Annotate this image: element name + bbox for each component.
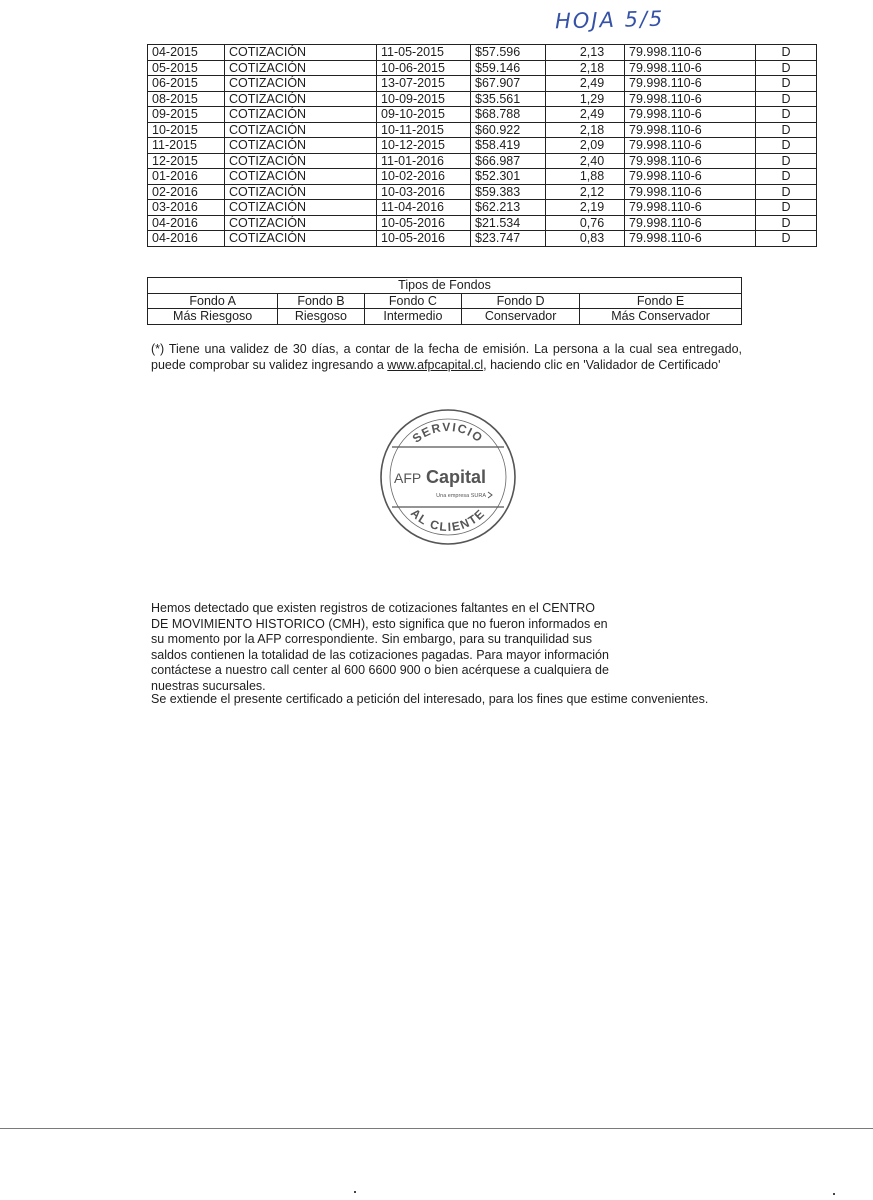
missing-records-paragraph: Hemos detectado que existen registros de cotizaciones faltantes en el CENTRO DE MOVIMIENTO HISTORICO (CMH), esto significa que no fueron informados en su momento por la AFP correspondiente. Sin embargo, para su tranquilidad sus saldos contienen la totalidad de las cotizaciones pagadas. Para mayor información contáctese a nuestro call center al 600 6600 900 o bien acérquese a cualquiera de nuestras sucursales. (151, 601, 609, 693)
afp-website-link[interactable]: www.afpcapital.cl (387, 358, 484, 372)
date-cell: 10-11-2015 (377, 122, 471, 138)
employer-rut-cell: 79.998.110-6 (625, 91, 756, 107)
type-cell: COTIZACIÓN (225, 169, 377, 185)
uf-cell: 2,13 (546, 45, 625, 61)
type-cell: COTIZACIÓN (225, 122, 377, 138)
employer-rut-cell: 79.998.110-6 (625, 169, 756, 185)
contribution-row (148, 107, 817, 123)
fund-risk-row (148, 309, 742, 325)
uf-cell: 2,49 (546, 76, 625, 92)
uf-cell: 2,40 (546, 153, 625, 169)
period-cell: 03-2016 (148, 200, 225, 216)
date-cell: 11-04-2016 (377, 200, 471, 216)
employer-rut-cell: 79.998.110-6 (625, 153, 756, 169)
fund-risk: Más Conservador (580, 309, 742, 325)
code-cell: D (756, 122, 817, 138)
period-cell: 04-2015 (148, 45, 225, 61)
type-cell: COTIZACIÓN (225, 138, 377, 154)
code-cell: D (756, 60, 817, 76)
amount-cell: $58.419 (471, 138, 546, 154)
date-cell: 10-05-2016 (377, 215, 471, 231)
amount-cell: $23.747 (471, 231, 546, 247)
employer-rut-cell: 79.998.110-6 (625, 200, 756, 216)
uf-cell: 1,88 (546, 169, 625, 185)
date-cell: 10-03-2016 (377, 184, 471, 200)
fund-name: Fondo D (462, 293, 580, 309)
code-cell: D (756, 76, 817, 92)
stamp-brand-name: Capital (426, 467, 487, 487)
employer-rut-cell: 79.998.110-6 (625, 45, 756, 61)
type-cell: COTIZACIÓN (225, 184, 377, 200)
code-cell: D (756, 153, 817, 169)
handwritten-page-number: HOJA 5/5 (554, 6, 665, 34)
validity-note (151, 341, 742, 373)
period-cell: 10-2015 (148, 122, 225, 138)
date-cell: 09-10-2015 (377, 107, 471, 123)
fund-names-row (148, 293, 742, 309)
sura-chevron-icon (488, 492, 492, 498)
stamp-top-text: SERVICIO (409, 419, 487, 446)
uf-cell: 2,19 (546, 200, 625, 216)
amount-cell: $57.596 (471, 45, 546, 61)
fund-risk: Conservador (462, 309, 580, 325)
date-cell: 11-05-2015 (377, 45, 471, 61)
fund-name: Fondo E (580, 293, 742, 309)
uf-cell: 2,18 (546, 122, 625, 138)
period-cell: 04-2016 (148, 215, 225, 231)
amount-cell: $60.922 (471, 122, 546, 138)
contribution-row (148, 231, 817, 247)
fund-risk: Riesgoso (278, 309, 364, 325)
fund-risk: Más Riesgoso (148, 309, 278, 325)
date-cell: 10-09-2015 (377, 91, 471, 107)
period-cell: 08-2015 (148, 91, 225, 107)
code-cell: D (756, 107, 817, 123)
type-cell: COTIZACIÓN (225, 215, 377, 231)
employer-rut-cell: 79.998.110-6 (625, 215, 756, 231)
date-cell: 11-01-2016 (377, 153, 471, 169)
stamp-bottom-text: AL CLIENTE (407, 505, 489, 535)
fund-name: Fondo B (278, 293, 364, 309)
type-cell: COTIZACIÓN (225, 153, 377, 169)
date-cell: 10-05-2016 (377, 231, 471, 247)
afp-capital-stamp (378, 407, 518, 547)
uf-cell: 2,18 (546, 60, 625, 76)
amount-cell: $59.383 (471, 184, 546, 200)
amount-cell: $67.907 (471, 76, 546, 92)
contribution-row (148, 122, 817, 138)
code-cell: D (756, 215, 817, 231)
date-cell: 10-02-2016 (377, 169, 471, 185)
uf-cell: 1,29 (546, 91, 625, 107)
scan-speck (833, 1193, 835, 1195)
employer-rut-cell: 79.998.110-6 (625, 76, 756, 92)
code-cell: D (756, 231, 817, 247)
type-cell: COTIZACIÓN (225, 231, 377, 247)
employer-rut-cell: 79.998.110-6 (625, 60, 756, 76)
validity-note-text: (*) Tiene una validez de 30 días, a contar de la fecha de emisión. La persona a la cual sea entregado, puede comprobar su validez ingresando a (151, 342, 742, 372)
period-cell: 05-2015 (148, 60, 225, 76)
scan-speck (354, 1191, 356, 1193)
uf-cell: 0,76 (546, 215, 625, 231)
contribution-row (148, 153, 817, 169)
code-cell: D (756, 200, 817, 216)
code-cell: D (756, 184, 817, 200)
closing-paragraph: Se extiende el presente certificado a petición del interesado, para los fines que estime convenientes. (151, 692, 709, 706)
contribution-row (148, 200, 817, 216)
stamp-tagline: Una empresa SURA (436, 493, 486, 499)
contribution-row (148, 138, 817, 154)
amount-cell: $21.534 (471, 215, 546, 231)
code-cell: D (756, 169, 817, 185)
fund-risk: Intermedio (364, 309, 462, 325)
amount-cell: $62.213 (471, 200, 546, 216)
type-cell: COTIZACIÓN (225, 91, 377, 107)
period-cell: 11-2015 (148, 138, 225, 154)
amount-cell: $59.146 (471, 60, 546, 76)
type-cell: COTIZACIÓN (225, 60, 377, 76)
amount-cell: $68.788 (471, 107, 546, 123)
page-bottom-edge (0, 1128, 873, 1129)
date-cell: 13-07-2015 (377, 76, 471, 92)
uf-cell: 2,49 (546, 107, 625, 123)
contribution-row (148, 45, 817, 61)
contribution-row (148, 184, 817, 200)
uf-cell: 2,12 (546, 184, 625, 200)
contribution-row (148, 60, 817, 76)
date-cell: 10-06-2015 (377, 60, 471, 76)
period-cell: 09-2015 (148, 107, 225, 123)
type-cell: COTIZACIÓN (225, 45, 377, 61)
type-cell: COTIZACIÓN (225, 107, 377, 123)
employer-rut-cell: 79.998.110-6 (625, 122, 756, 138)
fund-name: Fondo C (364, 293, 462, 309)
contributions-table (147, 44, 817, 247)
date-cell: 10-12-2015 (377, 138, 471, 154)
contribution-row (148, 215, 817, 231)
code-cell: D (756, 45, 817, 61)
amount-cell: $52.301 (471, 169, 546, 185)
employer-rut-cell: 79.998.110-6 (625, 107, 756, 123)
amount-cell: $66.987 (471, 153, 546, 169)
employer-rut-cell: 79.998.110-6 (625, 184, 756, 200)
period-cell: 01-2016 (148, 169, 225, 185)
contribution-row (148, 169, 817, 185)
contribution-row (148, 91, 817, 107)
period-cell: 12-2015 (148, 153, 225, 169)
type-cell: COTIZACIÓN (225, 200, 377, 216)
uf-cell: 0,83 (546, 231, 625, 247)
employer-rut-cell: 79.998.110-6 (625, 231, 756, 247)
uf-cell: 2,09 (546, 138, 625, 154)
contribution-row (148, 76, 817, 92)
period-cell: 06-2015 (148, 76, 225, 92)
validity-note-text-end: , haciendo clic en 'Validador de Certificado' (483, 358, 721, 372)
stamp-brand-prefix: AFP (394, 470, 422, 486)
code-cell: D (756, 138, 817, 154)
fund-name: Fondo A (148, 293, 278, 309)
employer-rut-cell: 79.998.110-6 (625, 138, 756, 154)
fund-types-title: Tipos de Fondos (148, 278, 742, 294)
period-cell: 04-2016 (148, 231, 225, 247)
amount-cell: $35.561 (471, 91, 546, 107)
type-cell: COTIZACIÓN (225, 76, 377, 92)
period-cell: 02-2016 (148, 184, 225, 200)
code-cell: D (756, 91, 817, 107)
fund-types-table (147, 277, 742, 325)
